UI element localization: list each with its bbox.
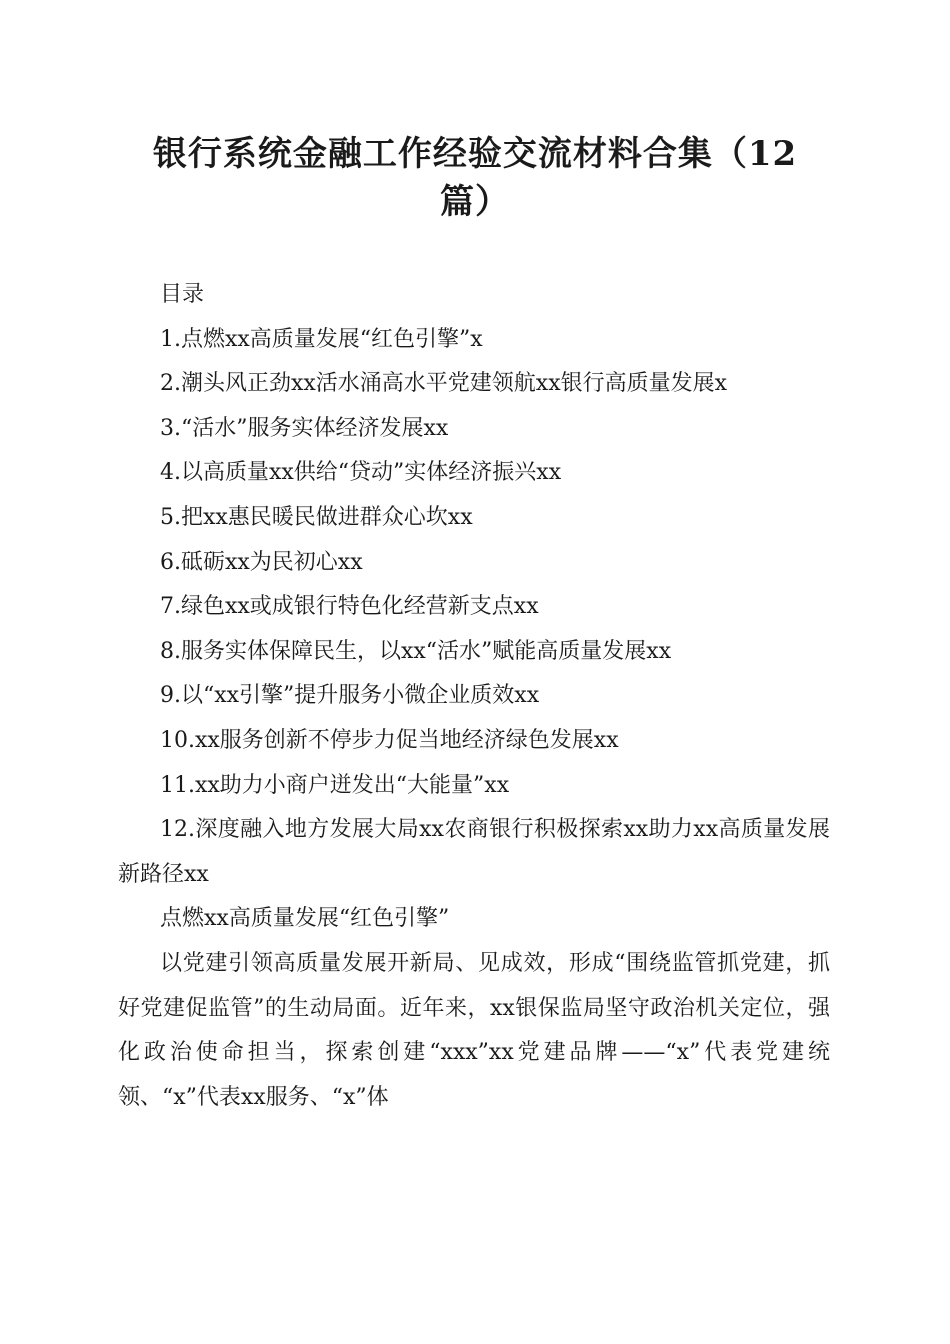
toc-item: 4.以高质量xx供给“贷动”实体经济振兴xx xyxy=(160,460,562,486)
document-title xyxy=(120,130,830,226)
toc-item: 12.深度融入地方发展大局xx农商银行积极探索xx助力xx高质量发展新路径xx xyxy=(118,817,830,887)
toc-item: 1.点燃xx高质量发展“红色引擎”x xyxy=(160,326,483,352)
toc-item: 8.服务实体保障民生，以xx“活水”赋能高质量发展xx xyxy=(160,638,672,664)
toc-item: 6.砥砺xx为民初心xx xyxy=(160,549,363,575)
document-body xyxy=(118,273,830,1120)
toc-item: 9.以“xx引擎”提升服务小微企业质效xx xyxy=(160,683,540,709)
section-paragraph: 以党建引领高质量发展开新局、见成效，形成“围绕监管抓党建，抓好党建促监管”的生动局面。近年来，xx银保监局坚守政治机关定位，强化政治使命担当，探索创建“xxx”xx党建品牌——“x”代表党建统领、“x”代表xx服务、“x”体 xyxy=(118,950,830,1110)
toc-item: 11.xx助力小商户迸发出“大能量”xx xyxy=(160,772,510,798)
section-title: 点燃xx高质量发展“红色引擎” xyxy=(160,906,450,932)
toc-item: 3.“活水”服务实体经济发展xx xyxy=(160,415,449,441)
toc-heading: 目录 xyxy=(160,282,205,307)
document-title-line-1: 银行系统金融工作经验交流材料合集（12 xyxy=(152,134,798,174)
toc-item: 7.绿色xx或成银行特色化经营新支点xx xyxy=(160,594,539,620)
toc-item: 2.潮头风正劲xx活水涌高水平党建领航xx银行高质量发展x xyxy=(160,371,728,397)
toc-item: 10.xx服务创新不停步力促当地经济绿色发展xx xyxy=(160,727,619,753)
document-title-line-2: 篇） xyxy=(440,182,510,222)
toc-item: 5.把xx惠民暖民做进群众心坎xx xyxy=(160,504,473,530)
